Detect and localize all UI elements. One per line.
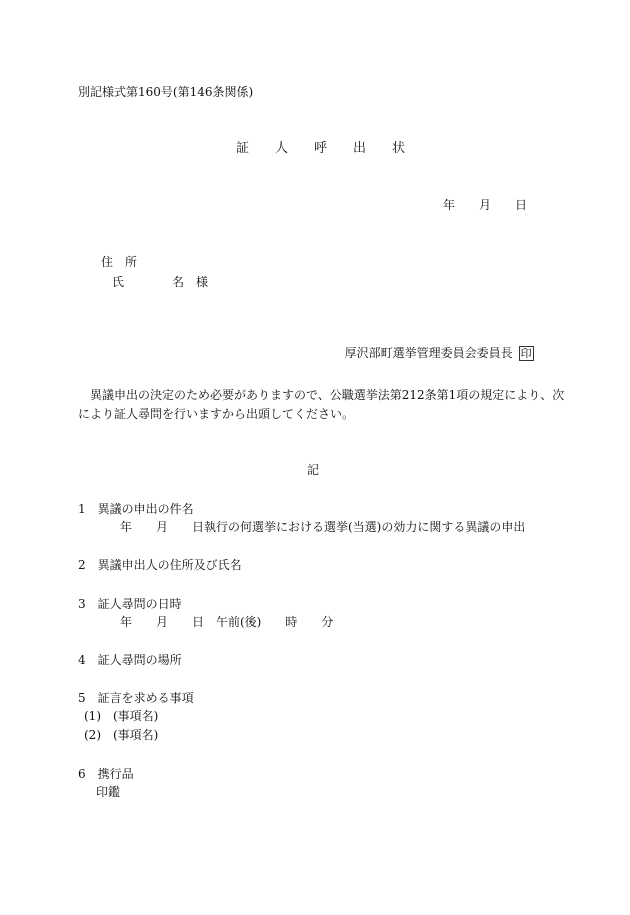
item-5-subitem-1: (1) (事項名): [84, 709, 159, 723]
body-text-line-2: により証人尋問を行いますから出頭してください。: [78, 407, 355, 421]
date-line: 年 月 日: [443, 198, 528, 212]
document-title: 証 人 呼 出 状: [236, 141, 406, 156]
seal-mark: 印: [520, 347, 532, 360]
item-4-heading: 4 証人尋問の場所: [78, 653, 182, 667]
form-reference: 別記様式第160号(第146条関係): [78, 85, 254, 99]
body-text-line-1: 異議申出の決定のため必要がありますので、公職選挙法第212条第1項の規定により、次: [90, 388, 565, 402]
item-2-heading: 2 異議申出人の住所及び氏名: [78, 558, 242, 572]
recipient-address-label: 住 所: [101, 255, 138, 269]
item-6-detail: 印鑑: [96, 785, 121, 799]
item-5-subitem-2: (2) (事項名): [84, 728, 159, 742]
issuer-name: 厚沢部町選挙管理委員会委員長: [344, 346, 513, 360]
item-3-heading: 3 証人尋問の日時: [78, 597, 182, 611]
item-5-heading: 5 証言を求める事項: [78, 691, 194, 705]
item-1-heading: 1 異議の申出の件名: [78, 502, 194, 516]
issuer-line: [337, 329, 534, 361]
item-3-detail: 年 月 日 午前(後) 時 分: [120, 615, 334, 629]
item-6-heading: 6 携行品: [78, 767, 134, 781]
recipient-name-label: 氏 名 様: [112, 275, 209, 289]
item-1-detail: 年 月 日執行の何選挙における選挙(当選)の効力に関する異議の申出: [120, 520, 526, 534]
ki-heading: 記: [307, 463, 320, 477]
